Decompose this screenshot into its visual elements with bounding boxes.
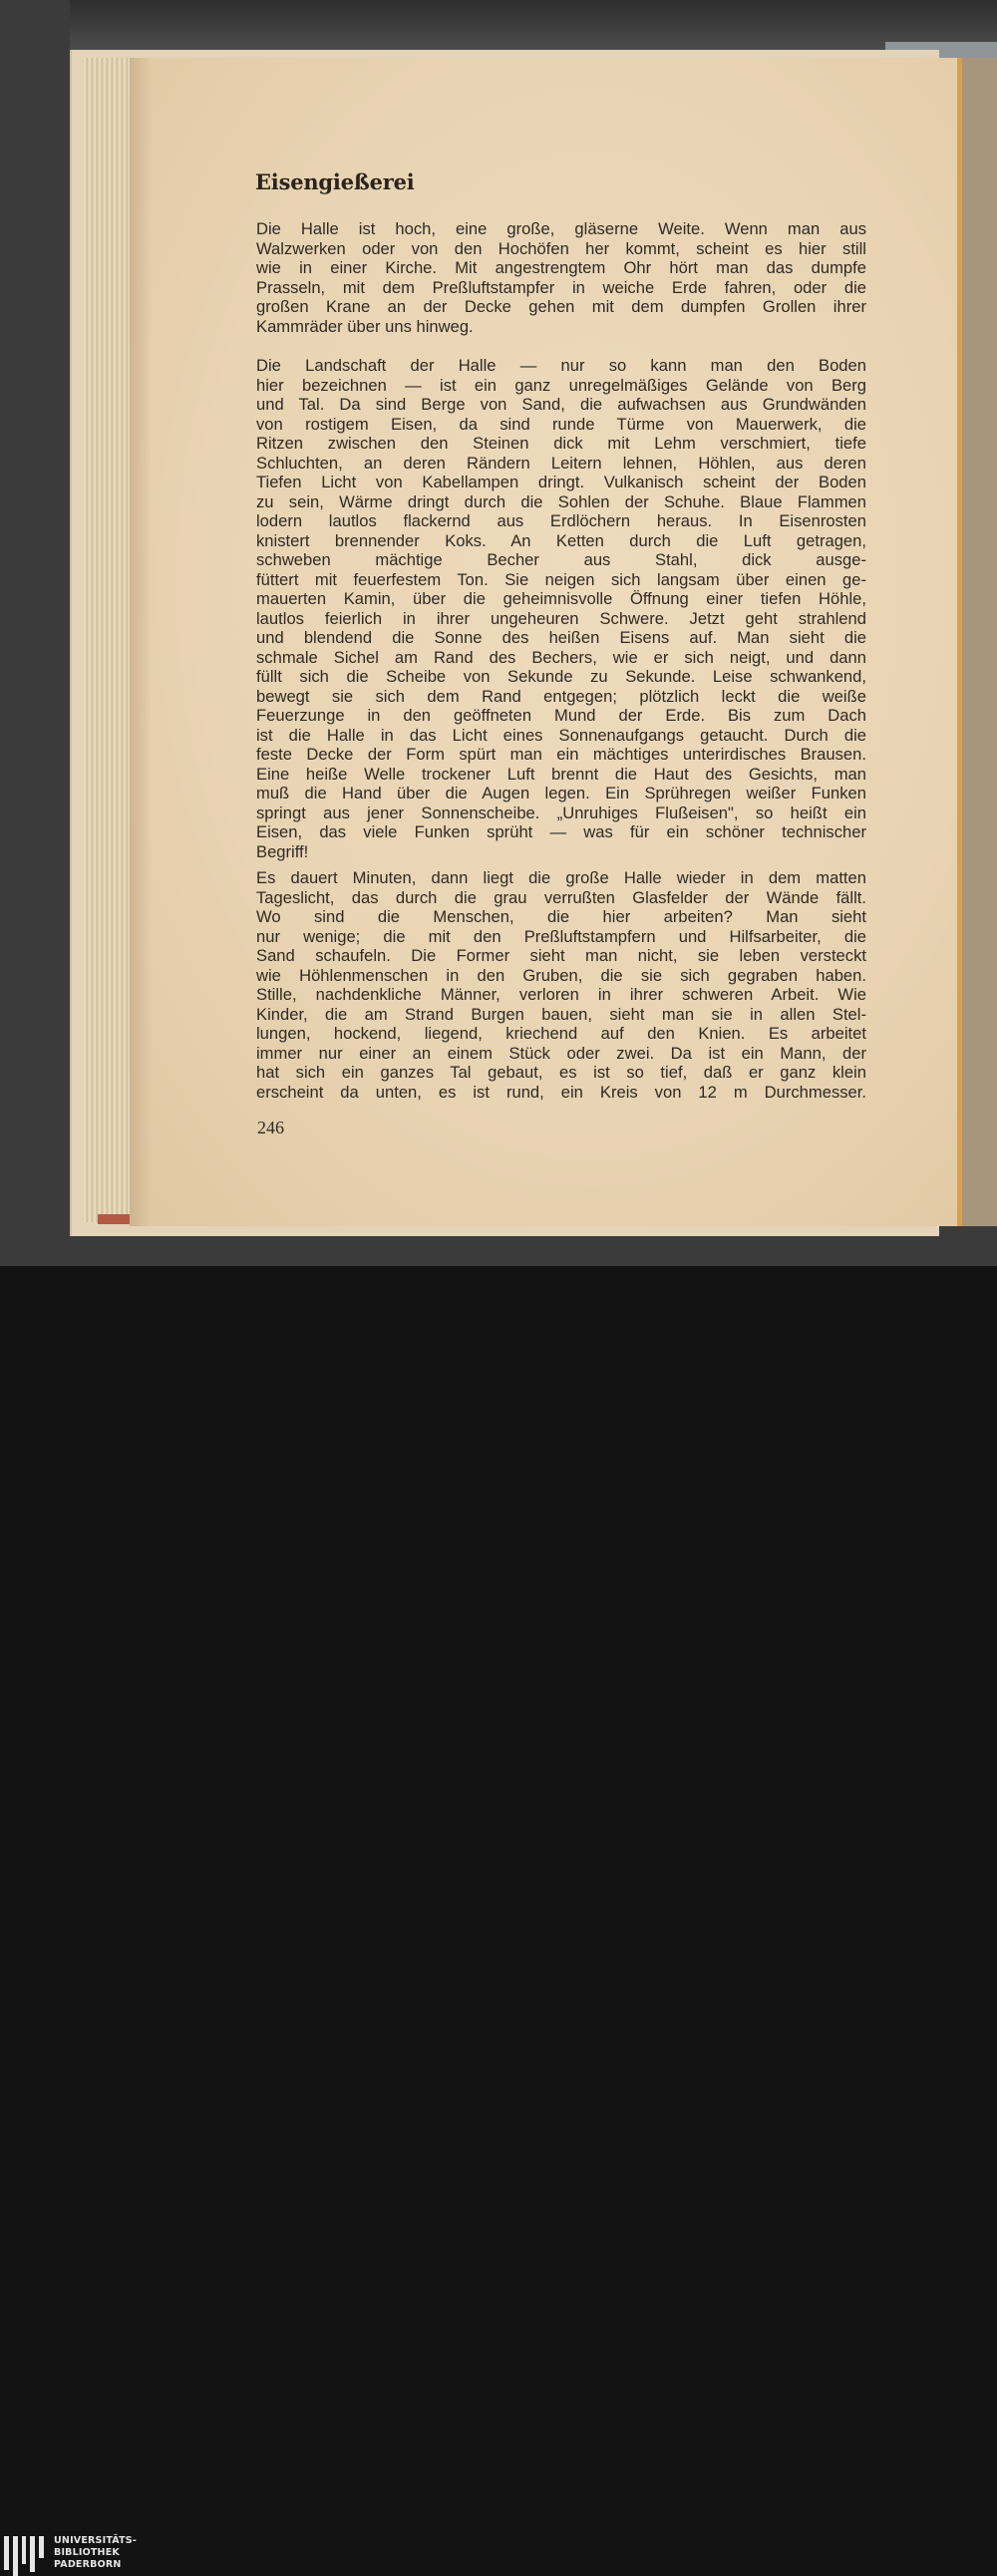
text-line: lungen, hockend, liegend, kriechend auf den Knien. Es arbeitet [256,1024,866,1043]
text-line: wie in einer Kirche. Mit angestrengtem Ohr hört man das dumpfe [256,258,866,277]
text-line: bewegt sie sich dem Rand entgegen; plötzlich leckt die weiße [256,686,866,706]
text-line: Sand schaufeln. Die Former sieht man nicht, sie leben versteckt [256,946,866,965]
text-line: wie Höhlenmenschen in den Gruben, die sie sich gegraben haben. [256,965,866,985]
logo-line: PADERBORN [54,2559,122,2570]
page-gutter-shadow [130,58,152,1226]
text-line: lodern lautlos flackernd aus Erdlöchern heraus. In Eisenrosten [256,511,866,530]
text-line: zu sein, Wärme dringt durch die Sohlen der Schuhe. Blaue Flammen [256,491,866,511]
text-line: ist die Halle in das Licht eines Sonnenaufgangs getaucht. Durch die [256,725,866,745]
text-line: schweben mächtige Becher aus Stahl, dick ausge- [256,550,866,569]
text-line: nur wenige; die mit den Preßluftstampfern und Hilfsarbeiter, die [256,926,866,946]
scanned-book-photo [0,0,997,1266]
text-line: hat sich ein ganzes Tal gebaut, es ist so tief, daß er ganz klein [256,1063,866,1082]
text-line: Prasseln, mit dem Preßluftstampfer in weiche Erde fahren, oder die [256,277,866,297]
text-line: mauerten Kamin, über die geheimnisvolle Öffnung einer tiefen Höhle, [256,589,866,608]
paragraph-2 [256,356,866,861]
book-binding-top [70,0,997,52]
text-line: Eisen, das viele Funken sprüht — was für ein schöner technischer [256,822,866,841]
text-line: Ritzen zwischen den Steinen dick mit Lehm verschmiert, tiefe [256,434,866,453]
book-right-edge [962,58,997,1226]
paragraph-1 [256,219,866,336]
text-line: hier bezeichnen — ist ein ganz unregelmäßiges Gelände von Berg [256,375,866,395]
page-number: 246 [257,1118,284,1137]
text-line: Wo sind die Menschen, die hier arbeiten? Man sieht [256,907,866,926]
text-line: erscheint da unten, es ist rund, ein Kreis von 12 m Durchmesser. [256,1082,866,1102]
library-footer [0,1266,997,2570]
text-line: springt aus jener Sonnenscheibe. „Unruhiges Flußeisen", so heißt ein [256,803,866,822]
text-line: und blendend die Sonne des heißen Eisens auf. Man sieht die [256,628,866,647]
text-line: Tiefen Licht von Kabellampen dringt. Vulkanisch scheint der Boden [256,473,866,491]
library-logo-text [54,2535,137,2571]
text-line: knistert brennender Koks. An Ketten durch die Luft getragen, [256,530,866,550]
text-line: immer nur einer an einem Stück oder zwei. Da ist ein Mann, der [256,1043,866,1063]
text-line: Feuerzunge in den geöffneten Mund der Erde. Bis zum Dach [256,706,866,725]
text-line: muß die Hand über die Augen legen. Ein Sprühregen weißer Funken [256,784,866,803]
text-line: Kammräder über uns hinweg. [256,316,474,336]
text-line: schmale Sichel am Rand des Bechers, wie er sich neigt, und dann [256,647,866,667]
text-line: füllt sich die Scheibe von Sekunde zu Sekunde. Leise schwankend, [256,667,866,686]
text-line: Die Halle ist hoch, eine große, gläserne Weite. Wenn man aus [256,219,866,238]
text-line: füttert mit feuerfestem Ton. Sie neigen sich langsam über einen ge- [256,569,866,589]
text-line: Begriff! [256,841,309,861]
chapter-heading: Eisengießerei [255,169,415,194]
text-line: von rostigem Eisen, da sind runde Türme von Mauerwerk, die [256,414,866,434]
text-line: Kinder, die am Strand Burgen bauen, sieht man sie in allen Stel- [256,1004,866,1024]
paragraph-3 [256,868,866,1102]
text-line: Es dauert Minuten, dann liegt die große Halle wieder in dem matten [256,868,866,887]
text-line: Schluchten, an deren Rändern Leitern lehnen, Höhlen, aus deren [256,453,866,473]
text-line: Die Landschaft der Halle — nur so kann man den Boden [256,356,866,375]
text-line: Walzwerken oder von den Hochöfen her kommt, scheint es hier still [256,238,866,258]
text-line: Stille, nachdenkliche Männer, verloren in ihrer schweren Arbeit. Wie [256,985,866,1004]
logo-line: BIBLIOTHEK [54,2547,120,2558]
text-line: und Tal. Da sind Berge von Sand, die aufwachsen aus Grundwänden [256,395,866,414]
text-line: lautlos feierlich in ihrer ungeheuren Schwere. Jetzt geht strahlend [256,608,866,628]
text-line: Tageslicht, das durch die grau verrußten Glasfelder der Wände fällt. [256,887,866,907]
library-logo-icon [4,2536,44,2576]
logo-line: UNIVERSITÄTS- [54,2535,137,2546]
text-line: großen Krane an der Decke gehen mit dem dumpfen Grollen ihrer [256,297,866,316]
text-line: feste Decke der Form spürt man ein mächtiges unterirdisches Brausen. [256,745,866,764]
text-line: Eine heiße Welle trockener Luft brennt die Haut des Gesichts, man [256,764,866,784]
